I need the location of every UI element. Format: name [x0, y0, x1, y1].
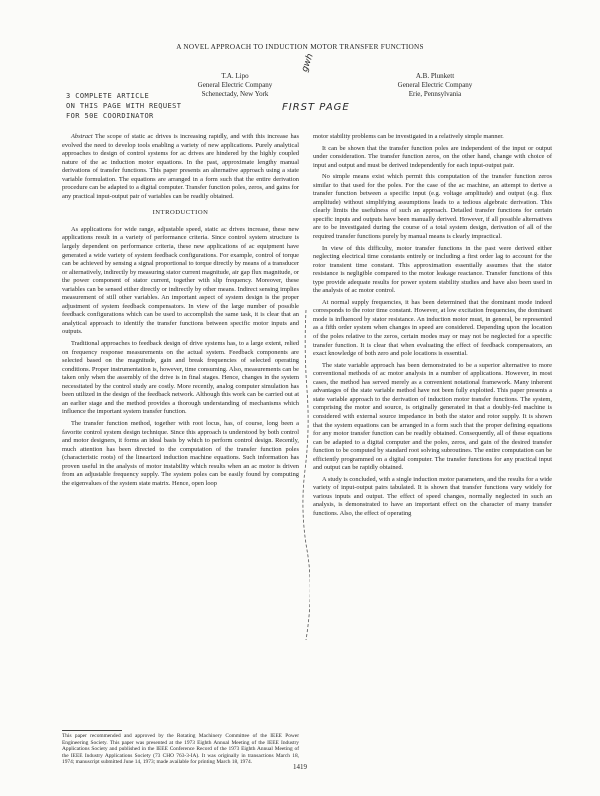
request-stamp: [66, 91, 181, 121]
body-paragraph: The state variable approach has been demonstrated to be a superior alternative to more conventional methods of ac motor analysis in a number of applications. However, in most cases, the method has served merely as a convenient notational framework. Many inherent advantages of the state variable method have not been fully exploited. This paper presents a state variable approach to the derivation of induction motor transfer functions. The system, comprising the motor and source, is originally generated in that a doubly-fed machine is considered with external source impedance in both the stator and rotor supply. It is shown that the system equations can be arranged in a form such that the proper defining equations for any motor transfer function can be readily obtained. Consequently, all of these equations can be adapted to a digital computer and the poles, zeros, and gain of the desired transfer function to be computed by standard root solving subroutines. The entire computation can be efficiently programmed on a digital computer. The transfer functions for any practical input and output can be rapidly obtained.: [313, 361, 552, 472]
footnote-divider: [62, 730, 122, 731]
author-affiliation: General Electric Company: [197, 81, 273, 89]
section-heading-introduction: INTRODUCTION: [152, 209, 209, 217]
body-paragraph: A study is concluded, with a single induction motor parameters, and the results for a wide variety of input-output pairs tabulated. It is shown that transfer functions vary widely for various inputs and output. The effect of speed changes, normally neglected in such an analysis, is demonstrated to have an important effect on the character of many transfer functions. Also, the effect of operating: [313, 475, 552, 517]
page-number: 1419: [293, 763, 307, 771]
handwritten-scrawl: gwh: [300, 52, 316, 74]
stamp-line: ON THIS PAGE WITH REQUEST: [66, 102, 182, 110]
body-paragraph: motor stability problems can be investigated in a relatively simple manner.: [313, 133, 504, 140]
paper-title: A NOVEL APPROACH TO INDUCTION MOTOR TRANSFER FUNCTIONS: [176, 43, 424, 51]
body-paragraph: No simple means exist which permit this computation of the transfer function zeros similar to that used for the poles. For the case of the ac machine, an attempt to derive a transfer function between a specific input (e.g. voltage amplitude) and output (e.g. flux amplitude) without simplifying assumptions leads to a tedious algebraic derivation. This clearly limits the usefulness of such an approach. Detailed transfer functions for certain specific inputs and outputs have been manually derived. However, if all possible alternatives are to be investigated during the course of a total system design, derivation of all of the required transfer functions purely by manual means is clearly impractical.: [313, 173, 552, 241]
abstract-label: Abstract: [71, 133, 93, 140]
body-paragraph: The transfer function method, together with root locus, has, of course, long been a favorite control system design technique. Since this approach is understood by both control and motor designers, it forms an ideal basis by which to perform control design. Recently, much attention has been directed to the computation of the transfer function poles (characteristic roots) of the linearized induction machine equations. Such information has proven useful in the analysis of motor instability which results when an ac motor is driven from an adjustable frequency supply. The system poles can be easily found by computing the eigenvalues of the system state matrix. Hence, open loop: [62, 419, 299, 487]
handwritten-first-page: FIRST PAGE: [282, 102, 350, 113]
body-paragraph: Traditional approaches to feedback design of drive systems has, to a large extent, relied on frequency response measurements on the actual system. Feedback components are selected based on the magnitude, gain and break frequencies of selected operating conditions. Proper instrumentation is, however, time consuming. Also, measurements can be taken only when the assembly of the drive is in final stages. Hence, changes in the system necessitated by the control study are costly. More recently, analog computer simulation has been utilized in the design of the feedback network. Although this work can be carried out at an earlier stage and the method provides a thorough understanding of mechanisms which influence the important system transfer function.: [62, 340, 299, 416]
author-affiliation: General Electric Company: [397, 81, 473, 89]
body-paragraph: In view of this difficulty, motor transfer functions in the past were derived either neglecting electrical time constants entirely or including a first order lag to account for the rotor transient time constant. This approximation essentially assumes that the stator resistance is negligible compared to the motor leakage reactance. Transfer functions of this type provide adequate results for power system stability studies and have also been used in the analysis of ac motor control.: [313, 244, 552, 295]
abstract-paragraph: [62, 133, 299, 201]
body-paragraph: At normal supply frequencies, it has been determined that the dominant mode indeed corresponds to the rotor time constant. However, at low excitation frequencies, the dominant mode is influenced by stator resistance. An induction motor must, in general, be represented as a fifth order system when changes in speed are considered. Depending upon the location of the poles relative to the zeros, certain modes may or may not be neglected for a specific transfer function. It is clear that when evaluating the effect of feedback compensators, an exact knowledge of both zero and pole locations is essential.: [313, 298, 552, 358]
author-location: Schenectady, New York: [201, 90, 269, 98]
stamp-line: FOR 50E COORDINATOR: [66, 112, 154, 120]
body-paragraph: As applications for wide range, adjustable speed, static ac drives increase, these new applications result in a variety of performance criteria. Since control system structure is largely dependent on performance criteria, these new applications of ac equipment have generated a wide variety of system feedback configurations. For example, control of torque can be achieved by sensing a signal proportional to torque directly by means of a transducer or alternatively, indirectly by measuring stator current magnitude, air gap flux magnitude, or the power component of stator current, together with slip frequency. Moreover, these variables can be sensed either directly or indirectly by other means. Indirect sensing implies measurement of still other variables. An important aspect of system design is the proper adjustment of system feedback compensators. In view of the large number of possible feedback configurations which can be used to accomplish the same task, it is clear that an analytical approach to identify the transfer functions between specific motor inputs and outputs.: [62, 225, 299, 336]
margin-annotation-line: [302, 310, 310, 640]
author-location: Erie, Pennsylvania: [408, 90, 462, 98]
body-paragraph: It can be shown that the transfer function poles are independent of the input or output under consideration. The transfer function zeros, on the other hand, change with choice of input and output and must be derived independently for each input-output pair.: [313, 144, 552, 169]
author-block: [360, 72, 510, 99]
stamp-line: 3 COMPLETE ARTICLE: [66, 92, 150, 100]
author-name: A.B. Plunkett: [415, 72, 455, 80]
right-column: [313, 133, 552, 522]
footnote: This paper recommended and approved by the Rotating Machinery Committee of the IEEE Power Engineering Society. This paper was presented at the 1973 Eighth Annual Meeting of the IEEE Industry Applications Society and published in the IEEE Conference Record of the 1973 Eighth Annual Meeting of the IEEE Industry Applications Society (73 CHO 763-3-IA). It was originally in transactions March 18, 1974; manuscript submitted June 14, 1973; made available for printing March 18, 1974.: [62, 733, 299, 765]
left-column: [62, 133, 299, 491]
author-block: [160, 72, 310, 99]
author-name: T.A. Lipo: [221, 72, 249, 80]
abstract-text: The scope of static ac drives is increasing rapidly, and with this increase has evolved the need to develop tools enabling a variety of new applications. Purely analytical approaches to design of control systems for ac drives are hindered by the highly coupled nature of the ac induction motor equations. In the past, approximate lengthy manual derivations of transfer functions. This paper presents an alternative approach using a state variable formulation. The equations are arranged in a form such that the entire derivation procedure can be adapted to a digital computer. Transfer function poles, zeros, and gains for any practical input-output pair of variables can be readily obtained.: [62, 133, 300, 200]
